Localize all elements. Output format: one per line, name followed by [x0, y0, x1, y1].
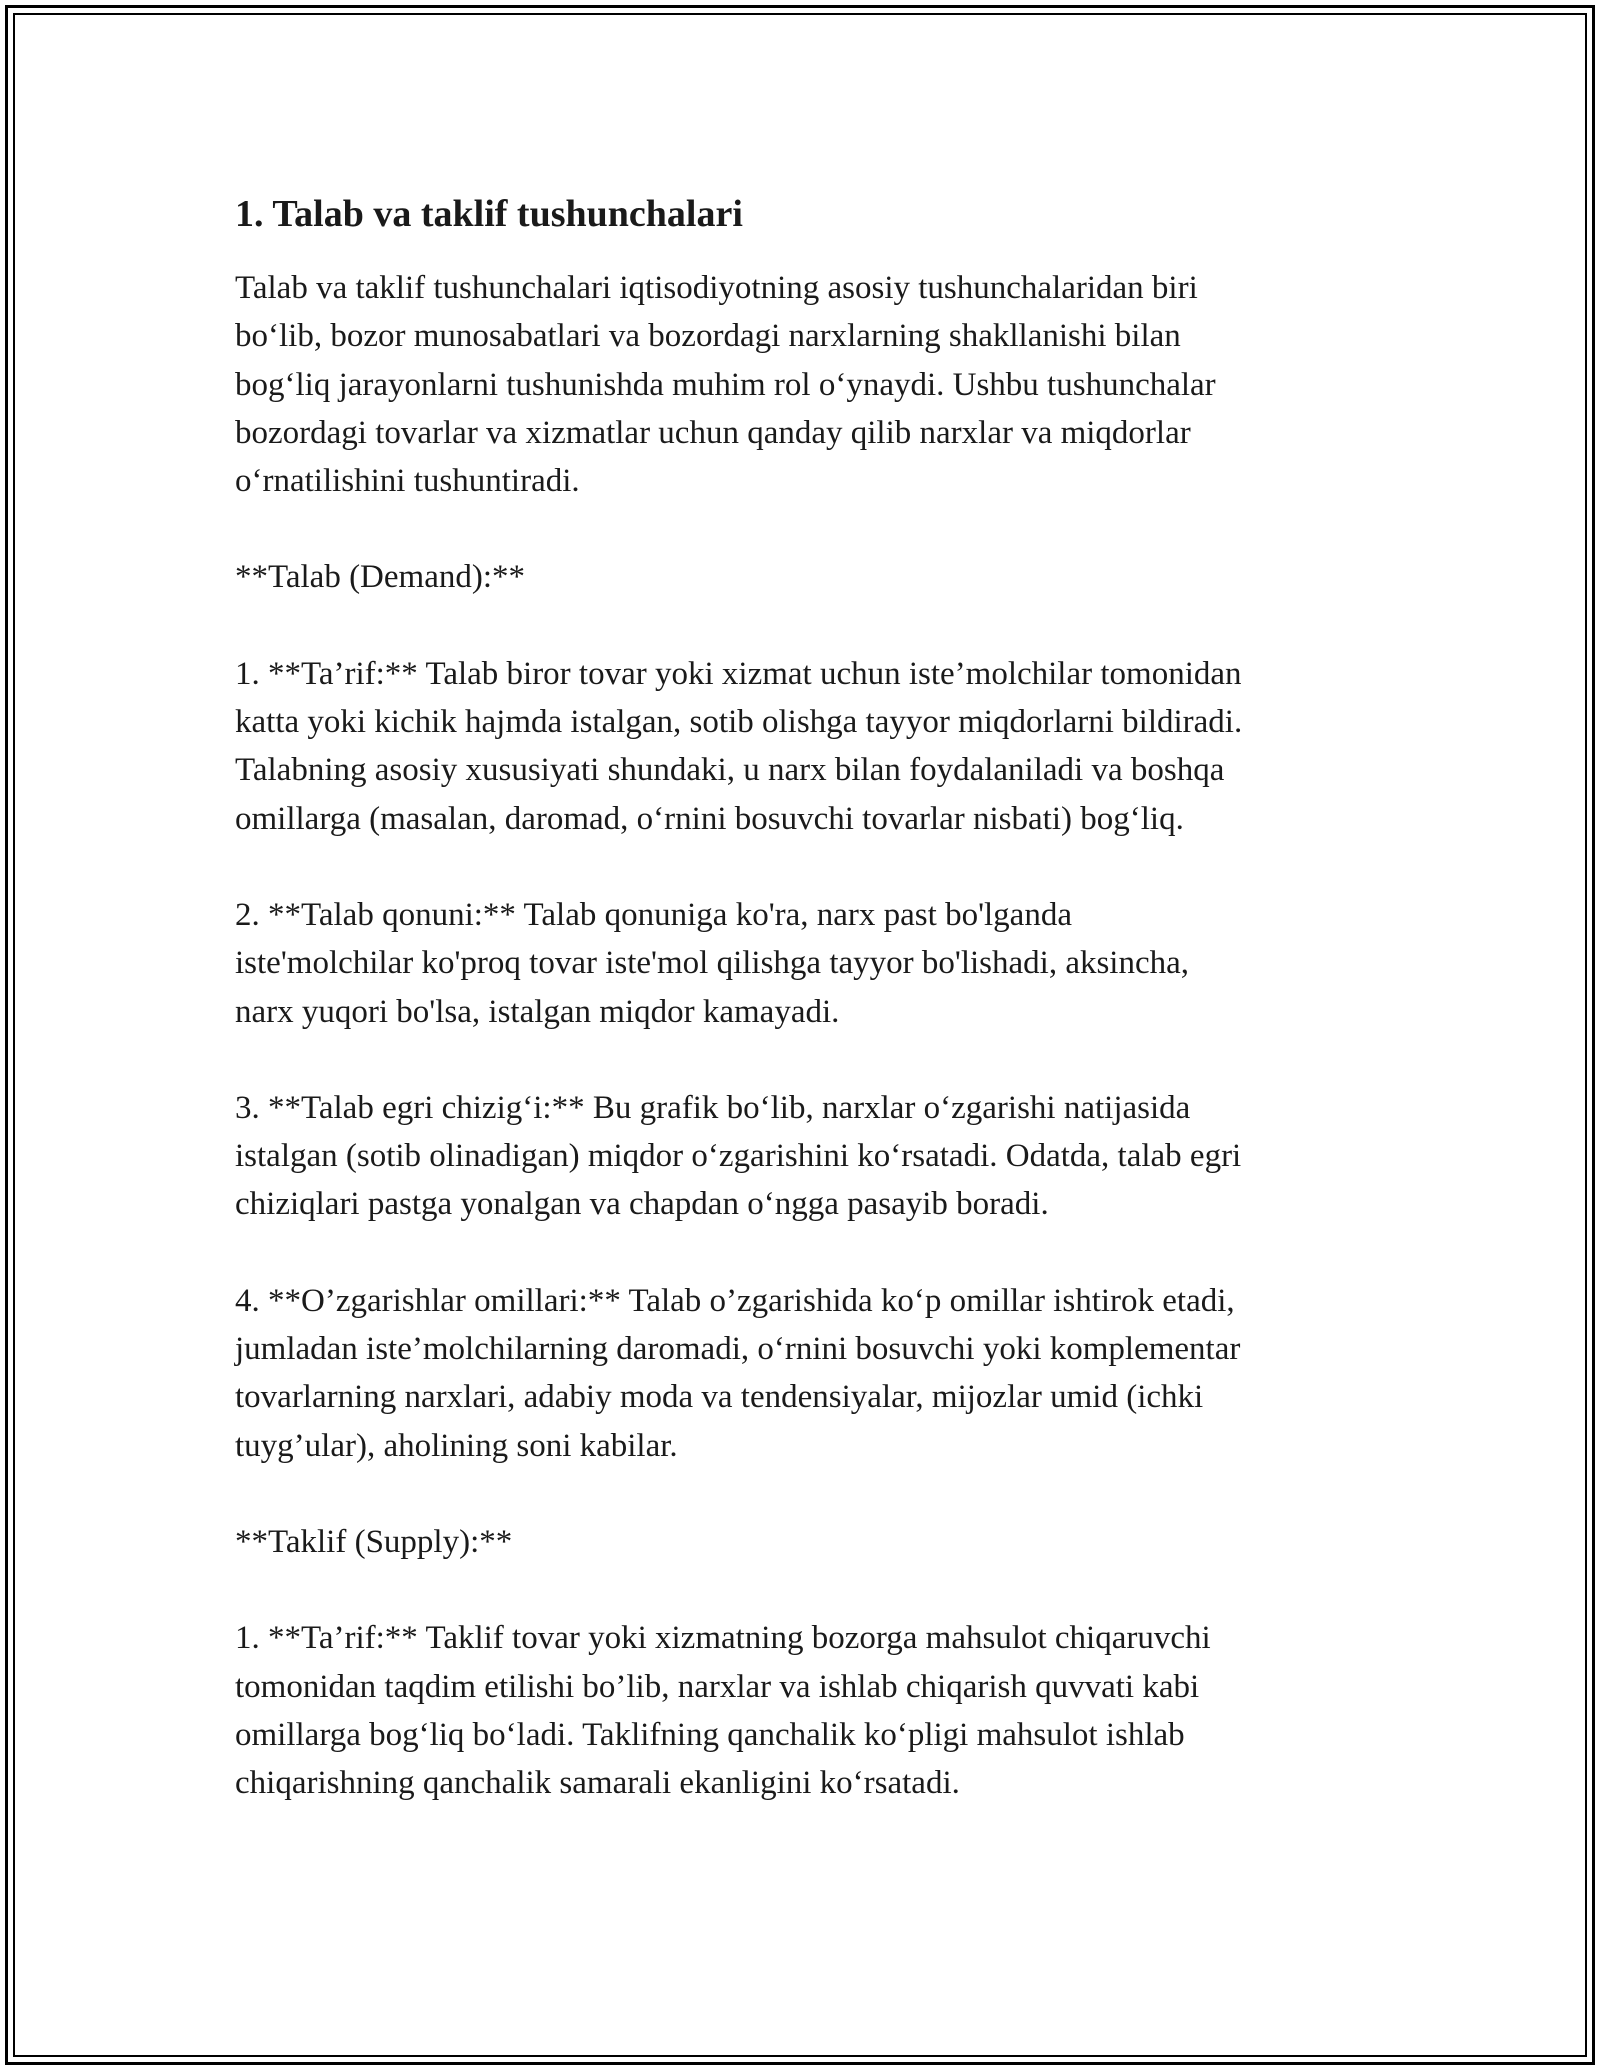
demand-law-paragraph: 2. **Talab qonuni:** Talab qonuniga ko'ra, narx past bo'lganda iste'molchilar ko'proq tovar iste'mol qilishga tayyor bo'lishadi, aksincha, narx yuqori bo'lsa, istalgan miqdor kamayadi. [235, 896, 1190, 1030]
demand-curve-paragraph: 3. **Talab egri chizigʻi:** Bu grafik boʻlib, narxlar oʻzgarishi natijasida istalgan (sotib olinadigan) miqdor oʻzgarishini koʻrsatadi. Odatda, talab egri chiziqlari pastga yonalgan va chapdan oʻngga pasayib boradi. [235, 1089, 1242, 1223]
document-body [235, 186, 1375, 1855]
supply-definition-paragraph: 1. **Ta’rif:** Taklif tovar yoki xizmatning bozorga mahsulot chiqaruvchi tomonidan taqdim etilishi bo’lib, narxlar va ishlab chiqarish quvvati kabi omillarga bogʻliq boʻladi. Taklifning qanchalik koʻpligi mahsulot ishlab chiqarishning qanchalik samarali ekanligini koʻrsatadi. [235, 1620, 1211, 1802]
demand-subheading: **Talab (Demand):** [235, 559, 526, 596]
intro-paragraph: Talab va taklif tushunchalari iqtisodiyotning asosiy tushunchalaridan biri boʻlib, bozor munosabatlari va bozordagi narxlarning shakllanishi bilan bogʻliq jarayonlarni tushunishda muhim rol oʻynaydi. Ushbu tushunchalar bozordagi tovarlar va xizmatlar uchun qanday qilib narxlar va miqdorlar oʻrnatilishini tushuntiradi. [235, 270, 1216, 500]
section-heading: 1. Talab va taklif tushunchalari [235, 193, 743, 235]
demand-definition-paragraph: 1. **Ta’rif:** Talab biror tovar yoki xizmat uchun iste’molchilar tomonidan katta yoki kichik hajmda istalgan, sotib olishga tayyor miqdorlarni bildiradi. Talabning asosiy xususiyati shundaki, u narx bilan foydalaniladi va boshqa omillarga (masalan, daromad, oʻrnini bosuvchi tovarlar nisbati) bogʻliq. [235, 655, 1243, 837]
supply-subheading: **Taklif (Supply):** [235, 1523, 513, 1560]
demand-factors-paragraph: 4. **O’zgarishlar omillari:** Talab o’zgarishida koʻp omillar ishtirok etadi, jumladan iste’molchilarning daromadi, oʻrnini bosuvchi yoki komplementar tovarlarning narxlari, adabiy moda va tendensiyalar, mijozlar umid (ichki tuyg’ular), aholining soni kabilar. [235, 1282, 1241, 1464]
